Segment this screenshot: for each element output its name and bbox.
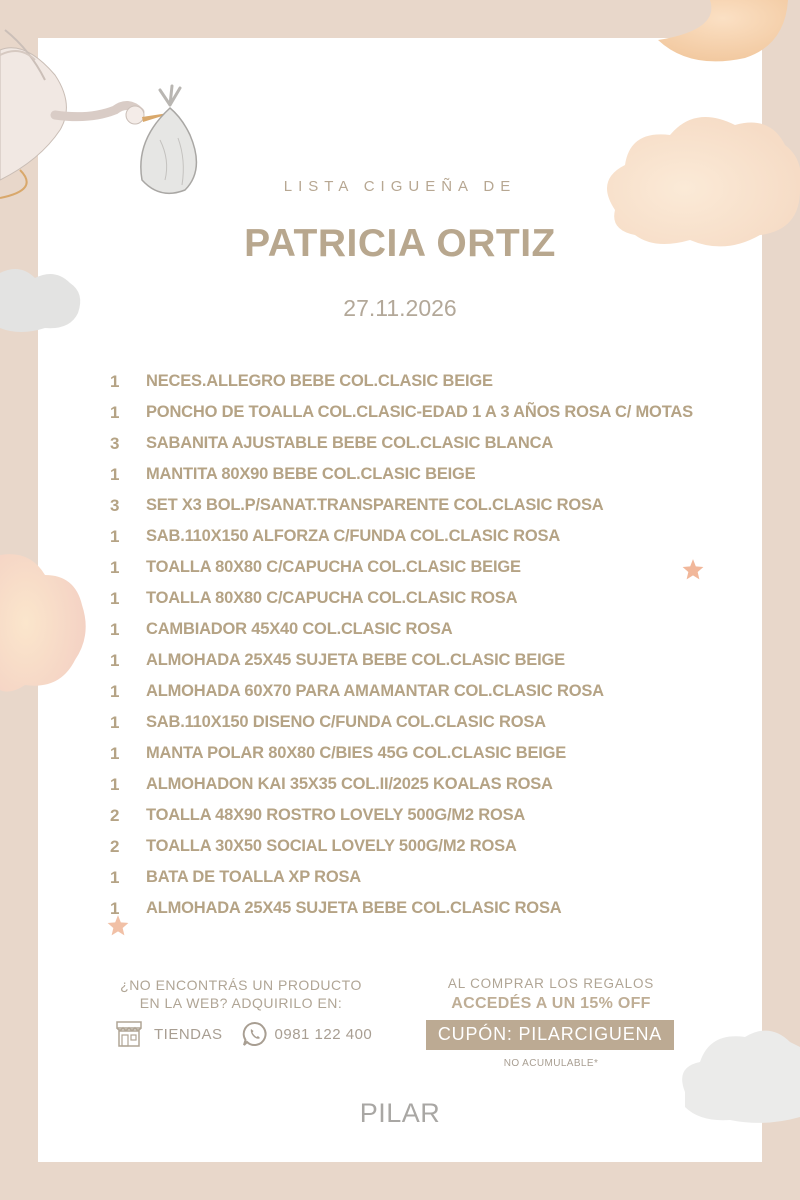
list-item xyxy=(110,459,750,490)
item-description: NECES.ALLEGRO BEBE COL.CLASIC BEIGE xyxy=(146,372,493,390)
item-description: SET X3 BOL.P/SANAT.TRANSPARENTE COL.CLASIC ROSA xyxy=(146,496,604,514)
store-info-line2: EN LA WEB? ADQUIRILO EN: xyxy=(139,995,343,1011)
item-quantity: 1 xyxy=(110,681,120,701)
cloud-illustration xyxy=(0,550,90,695)
list-item xyxy=(110,490,750,521)
list-item xyxy=(110,552,750,583)
discount-info xyxy=(426,976,676,1069)
item-description: TOALLA 80X80 C/CAPUCHA COL.CLASIC BEIGE xyxy=(146,558,521,576)
item-description: TOALLA 80X80 C/CAPUCHA COL.CLASIC ROSA xyxy=(146,589,518,607)
list-item xyxy=(110,831,750,862)
item-quantity: 3 xyxy=(110,495,120,515)
contact-row xyxy=(114,1020,372,1048)
item-description: ALMOHADON KAI 35X35 COL.II/2025 KOALAS ROSA xyxy=(146,775,553,793)
list-item xyxy=(110,738,750,769)
item-description: TOALLA 30X50 SOCIAL LOVELY 500G/M2 ROSA xyxy=(146,837,517,855)
stork-illustration xyxy=(0,20,210,200)
item-quantity: 1 xyxy=(110,898,120,918)
item-quantity: 1 xyxy=(110,371,120,391)
item-description: ALMOHADA 25X45 SUJETA BEBE COL.CLASIC ROSA xyxy=(146,899,562,917)
item-quantity: 2 xyxy=(110,836,120,856)
list-item xyxy=(110,428,750,459)
phone-number[interactable]: 0981 122 400 xyxy=(274,1025,373,1043)
list-item xyxy=(110,769,750,800)
gift-list xyxy=(110,366,750,924)
store-info-line1: ¿NO ENCONTRÁS UN PRODUCTO xyxy=(120,977,362,993)
recipient-name: PATRICIA ORTIZ xyxy=(244,222,556,265)
whatsapp-icon xyxy=(241,1020,269,1048)
list-item xyxy=(110,521,750,552)
item-quantity: 1 xyxy=(110,464,120,484)
list-item xyxy=(110,366,750,397)
moon-illustration xyxy=(650,0,800,70)
item-description: ALMOHADA 25X45 SUJETA BEBE COL.CLASIC BEIGE xyxy=(146,651,565,669)
list-item xyxy=(110,645,750,676)
store-icon xyxy=(114,1020,144,1048)
item-description: CAMBIADOR 45X40 COL.CLASIC ROSA xyxy=(146,620,453,638)
item-quantity: 2 xyxy=(110,805,120,825)
list-item xyxy=(110,614,750,645)
item-description: PONCHO DE TOALLA COL.CLASIC-EDAD 1 A 3 AÑOS ROSA C/ MOTAS xyxy=(146,403,693,421)
item-quantity: 1 xyxy=(110,526,120,546)
item-quantity: 1 xyxy=(110,774,120,794)
discount-line1: AL COMPRAR LOS REGALOS xyxy=(447,976,655,991)
stores-label[interactable]: TIENDAS xyxy=(154,1025,223,1043)
list-item xyxy=(110,800,750,831)
item-description: BATA DE TOALLA XP ROSA xyxy=(146,868,361,886)
store-info xyxy=(110,976,372,1012)
list-subtitle: LISTA CIGUEÑA DE xyxy=(283,178,517,195)
item-quantity: 1 xyxy=(110,557,120,577)
item-quantity: 1 xyxy=(110,402,120,422)
item-quantity: 1 xyxy=(110,619,120,639)
item-quantity: 1 xyxy=(110,867,120,887)
list-item xyxy=(110,676,750,707)
list-item xyxy=(110,893,750,924)
item-quantity: 1 xyxy=(110,743,120,763)
item-description: MANTA POLAR 80X80 C/BIES 45G COL.CLASIC BEIGE xyxy=(146,744,567,762)
list-item xyxy=(110,862,750,893)
item-description: SAB.110X150 DISENO C/FUNDA COL.CLASIC ROSA xyxy=(146,713,546,731)
list-item xyxy=(110,583,750,614)
item-description: SAB.110X150 ALFORZA C/FUNDA COL.CLASIC ROSA xyxy=(146,527,561,545)
discount-line2: ACCEDÉS A UN 15% OFF xyxy=(451,995,651,1012)
item-description: MANTITA 80X90 BEBE COL.CLASIC BEIGE xyxy=(146,465,476,483)
item-description: ALMOHADA 60X70 PARA AMAMANTAR COL.CLASIC ROSA xyxy=(146,682,604,700)
brand-logo: PILAR xyxy=(359,1098,441,1128)
item-quantity: 1 xyxy=(110,712,120,732)
item-description: TOALLA 48X90 ROSTRO LOVELY 500G/M2 ROSA xyxy=(146,806,526,824)
item-quantity: 1 xyxy=(110,588,120,608)
item-description: SABANITA AJUSTABLE BEBE COL.CLASIC BLANCA xyxy=(146,434,554,452)
event-date: 27.11.2026 xyxy=(343,295,457,321)
list-item xyxy=(110,397,750,428)
list-item xyxy=(110,707,750,738)
discount-note: NO ACUMULABLE* xyxy=(503,1058,599,1069)
item-quantity: 3 xyxy=(110,433,120,453)
item-quantity: 1 xyxy=(110,650,120,670)
coupon-badge: CUPÓN: PILARCIGUENA xyxy=(426,1020,674,1050)
